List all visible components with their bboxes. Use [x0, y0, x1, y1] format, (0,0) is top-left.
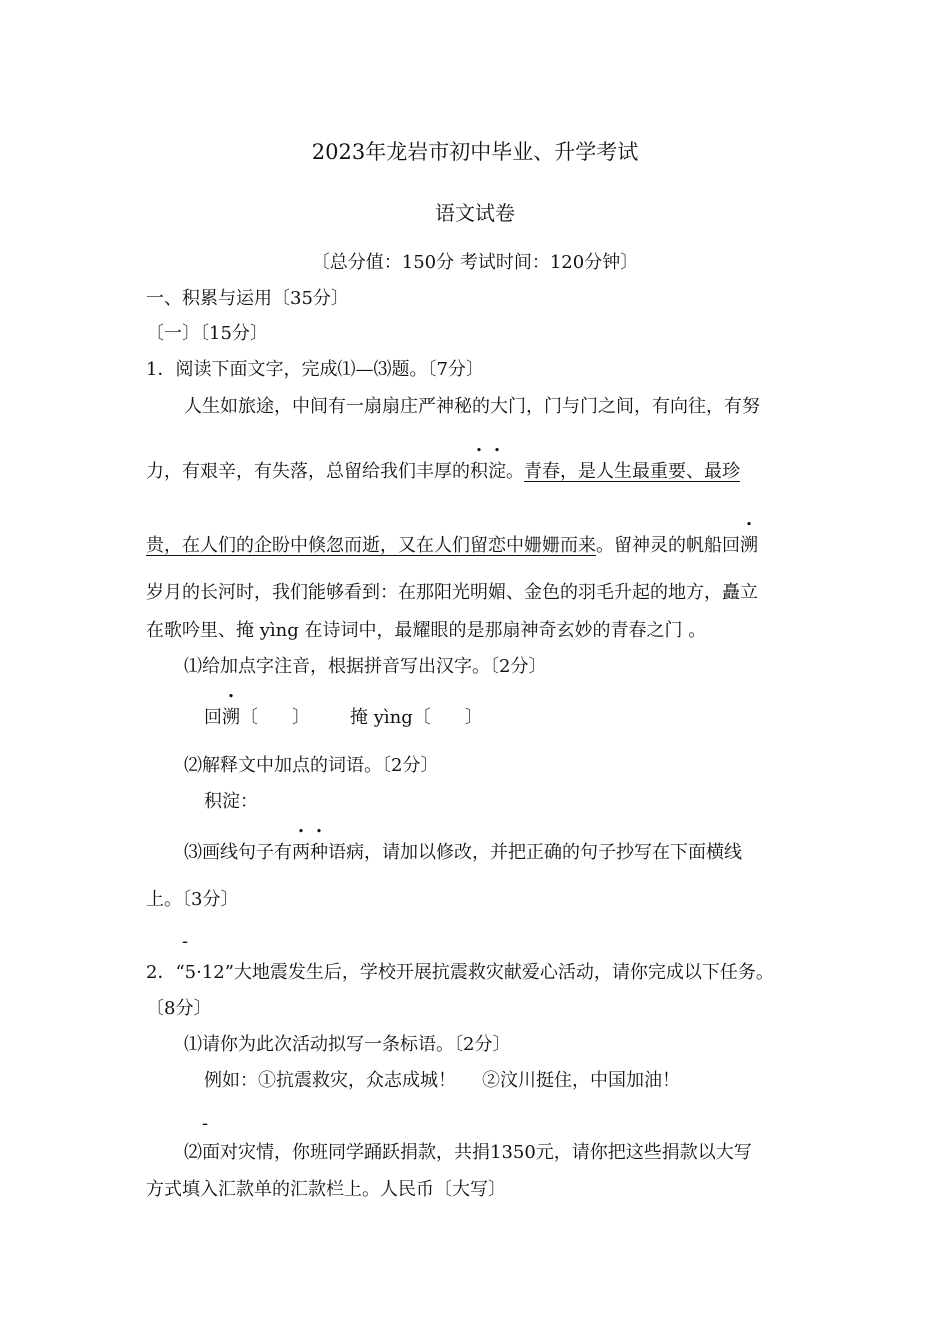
bracket-close: 〕	[292, 707, 310, 728]
answer-text: 掩 yìng〔	[350, 707, 431, 728]
sub-question-3-label	[184, 841, 742, 865]
example-text: ②汶川挺住，中国加油！	[482, 1070, 680, 1091]
sub-question-2-answer: 积淀：	[204, 791, 258, 812]
underlined-sentence: 青春，是人生最重要、最珍	[524, 461, 740, 482]
answer-line-marker[interactable]: -	[202, 1113, 209, 1134]
answer-line-marker[interactable]: -	[182, 931, 189, 952]
sub-question-1-answer	[204, 706, 483, 730]
sub-question-3-label-cont: 上。〔3分〕	[146, 889, 239, 910]
q2-sub-question-2-label: ⑵面对灾情，你班同学踊跃捐款，共捐1350元，请你把这些捐款以大写	[184, 1142, 752, 1163]
dotted-char: 积	[470, 461, 488, 482]
dotted-char: 溯	[740, 535, 758, 556]
passage-line-4: 岁月的长河时，我们能够看到：在那阳光明媚、金色的羽毛升起的地方，矗立	[146, 582, 758, 603]
question-text: ⑶画线句子有	[184, 842, 292, 863]
passage-line-5: 在歌吟里、掩 yìng 在诗词中，最耀眼的是那扇神奇玄妙的青春之门 。	[146, 620, 707, 641]
dotted-char: 淀	[488, 461, 506, 482]
bracket-close: 〕	[464, 707, 483, 728]
bracket-open: 〔	[240, 707, 258, 728]
question-1-stem: 1．阅读下面文字，完成⑴—⑶题。〔7分〕	[146, 359, 484, 380]
passage-line-3	[146, 534, 758, 558]
paper-subtitle: 语文试卷	[435, 201, 515, 225]
passage-text: 。留神灵的帆船回	[596, 535, 740, 556]
dotted-char: 两	[292, 842, 310, 863]
passage-line-1: 人生如旅途，中间有一扇扇庄严神秘的大门，门与门之间，有向往，有努	[184, 396, 760, 417]
slogan-examples	[204, 1069, 680, 1093]
passage-text: 。	[506, 461, 524, 482]
part-heading: 〔一〕〔15分〕	[146, 323, 268, 344]
dotted-char: 溯	[222, 707, 240, 728]
passage-line-2	[146, 460, 740, 484]
sub-question-2-label: ⑵解释文中加点的词语。〔2分〕	[184, 755, 439, 776]
dotted-char: 种	[310, 842, 328, 863]
question-text: 语病，请加以修改，并把正确的句子抄写在下面横线	[328, 842, 742, 863]
question-2-score: 〔8分〕	[146, 998, 212, 1019]
exam-title: 2023年龙岩市初中毕业、升学考试	[311, 140, 639, 164]
question-2-stem: 2．“5·12”大地震发生后，学校开展抗震救灾献爱心活动，请你完成以下任务。	[146, 962, 774, 983]
section-heading: 一、积累与运用〔35分〕	[146, 288, 349, 309]
score-time-info: 〔总分值：150分 考试时间：120分钟〕	[311, 252, 639, 273]
q2-sub-question-2-label-cont: 方式填入汇款单的汇款栏上。人民币〔大写〕	[146, 1179, 506, 1200]
underlined-sentence: 贵，在人们的企盼中倏忽而逝，又在人们留恋中姗姗而来	[146, 535, 596, 556]
q2-sub-question-1-label: ⑴请你为此次活动拟写一条标语。〔2分〕	[184, 1034, 511, 1055]
passage-text: 力，有艰辛，有失落，总留给我们丰厚的	[146, 461, 470, 482]
example-text: 例如：①抗震救灾，众志成城！	[204, 1070, 456, 1091]
answer-text: 回	[204, 707, 222, 728]
sub-question-1-label: ⑴给加点字注音，根据拼音写出汉字。〔2分〕	[184, 656, 547, 677]
